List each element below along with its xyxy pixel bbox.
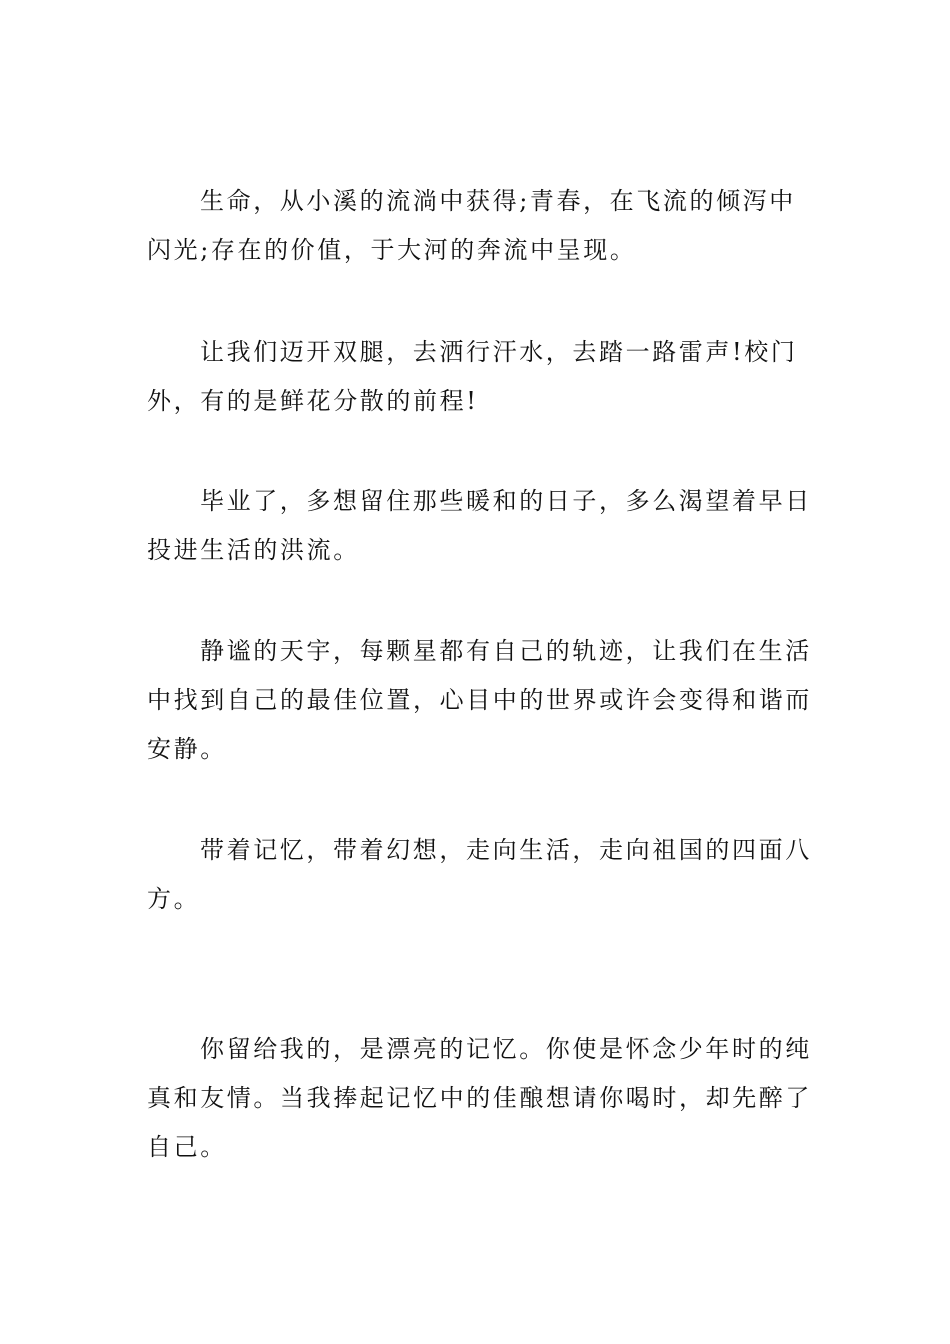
paragraph: 让我们迈开双腿，去洒行汗水，去踏一路雷声!校门外，有的是鲜花分散的前程! (147, 338, 798, 415)
paragraph: 生命，从小溪的流淌中获得;青春，在飞流的倾泻中闪光;存在的价值，于大河的奔流中呈现。 (147, 187, 796, 264)
paragraph: 你留给我的，是漂亮的记忆。你使是怀念少年时的纯真和友情。当我捧起记忆中的佳酿想请你喝时，却先醉了自己。 (147, 1035, 812, 1161)
paragraph: 毕业了，多想留住那些暖和的日子，多么渴望着早日投进生活的洪流。 (147, 487, 812, 564)
paragraph: 静谧的天宇，每颗星都有自己的轨迹，让我们在生活中找到自己的最佳位置，心目中的世界或许会变得和谐而安静。 (147, 637, 812, 763)
paragraph: 带着记忆，带着幻想，走向生活，走向祖国的四面八方。 (147, 836, 812, 913)
